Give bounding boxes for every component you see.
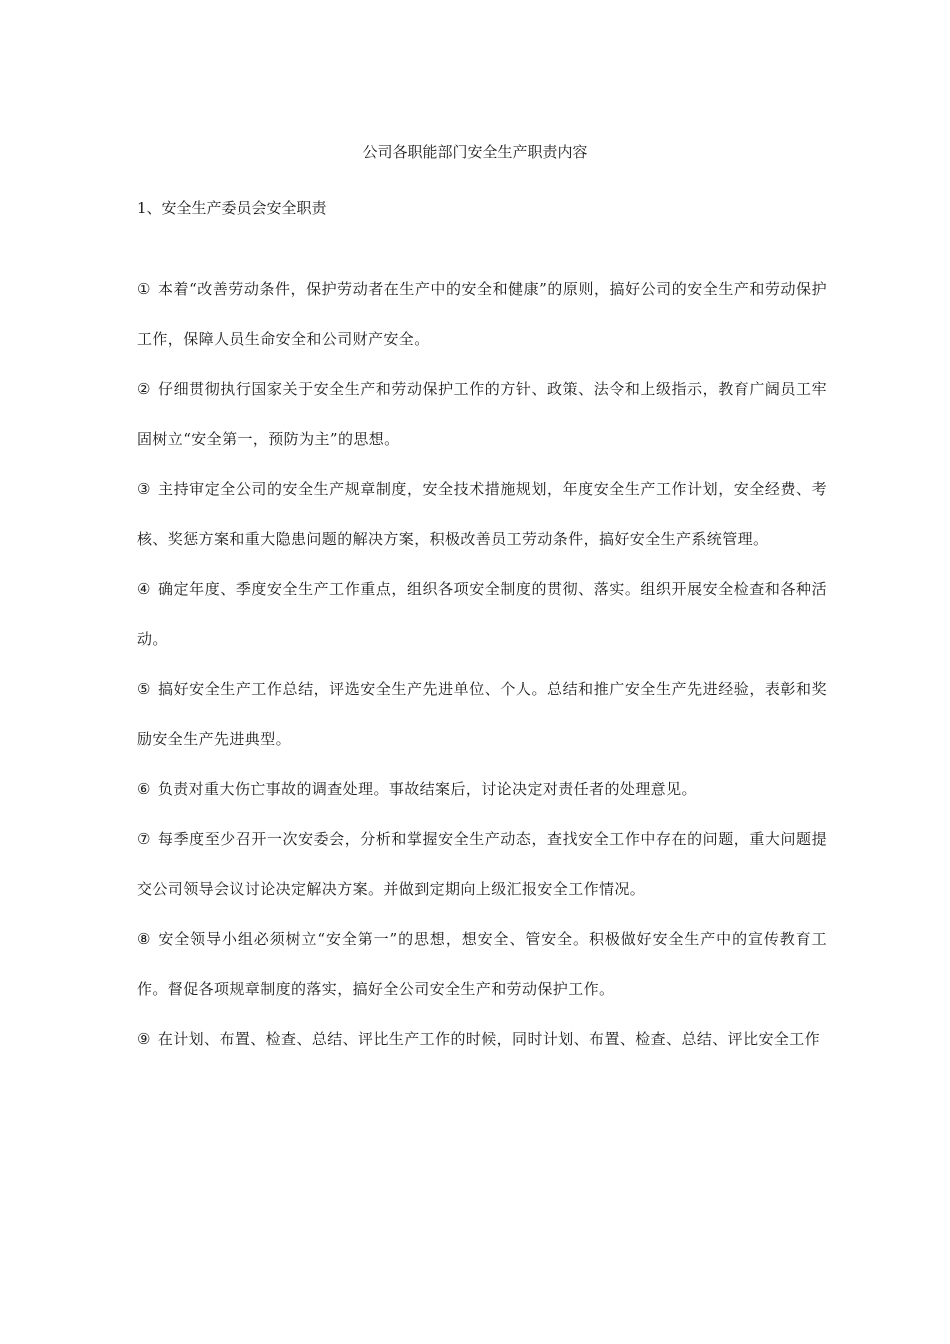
item-text: 本着“改善劳动条件，保护劳动者在生产中的安全和健康”的原则，搞好公司的安全生产和劳动保护工作，保障人员生命安全和公司财产安全。 [137, 280, 827, 348]
duty-item-3 [137, 464, 827, 564]
item-number: ⑥ [137, 780, 151, 798]
duty-item-6 [137, 764, 827, 814]
item-text: 主持审定全公司的安全生产规章制度，安全技术措施规划，年度安全生产工作计划，安全经费、考核、奖惩方案和重大隐患问题的解决方案，积极改善员工劳动条件，搞好安全生产系统管理。 [137, 480, 827, 548]
item-number: ① [137, 280, 151, 298]
item-number: ⑨ [137, 1030, 151, 1048]
item-text: 在计划、布置、检查、总结、评比生产工作的时候，同时计划、布置、检查、总结、评比安全工作 [157, 1030, 821, 1048]
page-title: 公司各职能部门安全生产职责内容 [362, 143, 588, 161]
item-text: 仔细贯彻执行国家关于安全生产和劳动保护工作的方针、政策、法令和上级指示，教育广阔员工牢固树立“安全第一，预防为主”的思想。 [137, 380, 827, 448]
duty-item-8 [137, 914, 827, 1014]
duty-list [137, 264, 827, 1064]
item-number: ④ [137, 580, 152, 598]
duty-item-9 [137, 1014, 827, 1064]
item-text: 确定年度、季度安全生产工作重点，组织各项安全制度的贯彻、落实。组织开展安全检查和各种活动。 [137, 580, 827, 648]
section-heading: 1、安全生产委员会安全职责 [137, 199, 327, 217]
duty-item-4 [137, 564, 827, 664]
item-text: 搞好安全生产工作总结，评选安全生产先进单位、个人。总结和推广安全生产先进经验，表彰和奖励安全生产先进典型。 [137, 680, 827, 748]
duty-item-5 [137, 664, 827, 764]
item-number: ⑤ [137, 680, 152, 698]
item-number: ② [137, 380, 152, 398]
item-text: 安全领导小组必须树立“安全第一”的思想，想安全、管安全。积极做好安全生产中的宣传教育工作。督促各项规章制度的落实，搞好全公司安全生产和劳动保护工作。 [137, 930, 827, 998]
item-number: ③ [137, 480, 152, 498]
item-text: 每季度至少召开一次安委会，分析和掌握安全生产动态，查找安全工作中存在的问题，重大问题提交公司领导会议讨论决定解决方案。并做到定期向上级汇报安全工作情况。 [137, 830, 827, 898]
item-text: 负责对重大伤亡事故的调查处理。事故结案后，讨论决定对责任者的处理意见。 [157, 780, 697, 798]
item-number: ⑧ [137, 930, 152, 948]
duty-item-1 [137, 264, 827, 364]
duty-item-7 [137, 814, 827, 914]
duty-item-2 [137, 364, 827, 464]
item-number: ⑦ [137, 830, 152, 848]
